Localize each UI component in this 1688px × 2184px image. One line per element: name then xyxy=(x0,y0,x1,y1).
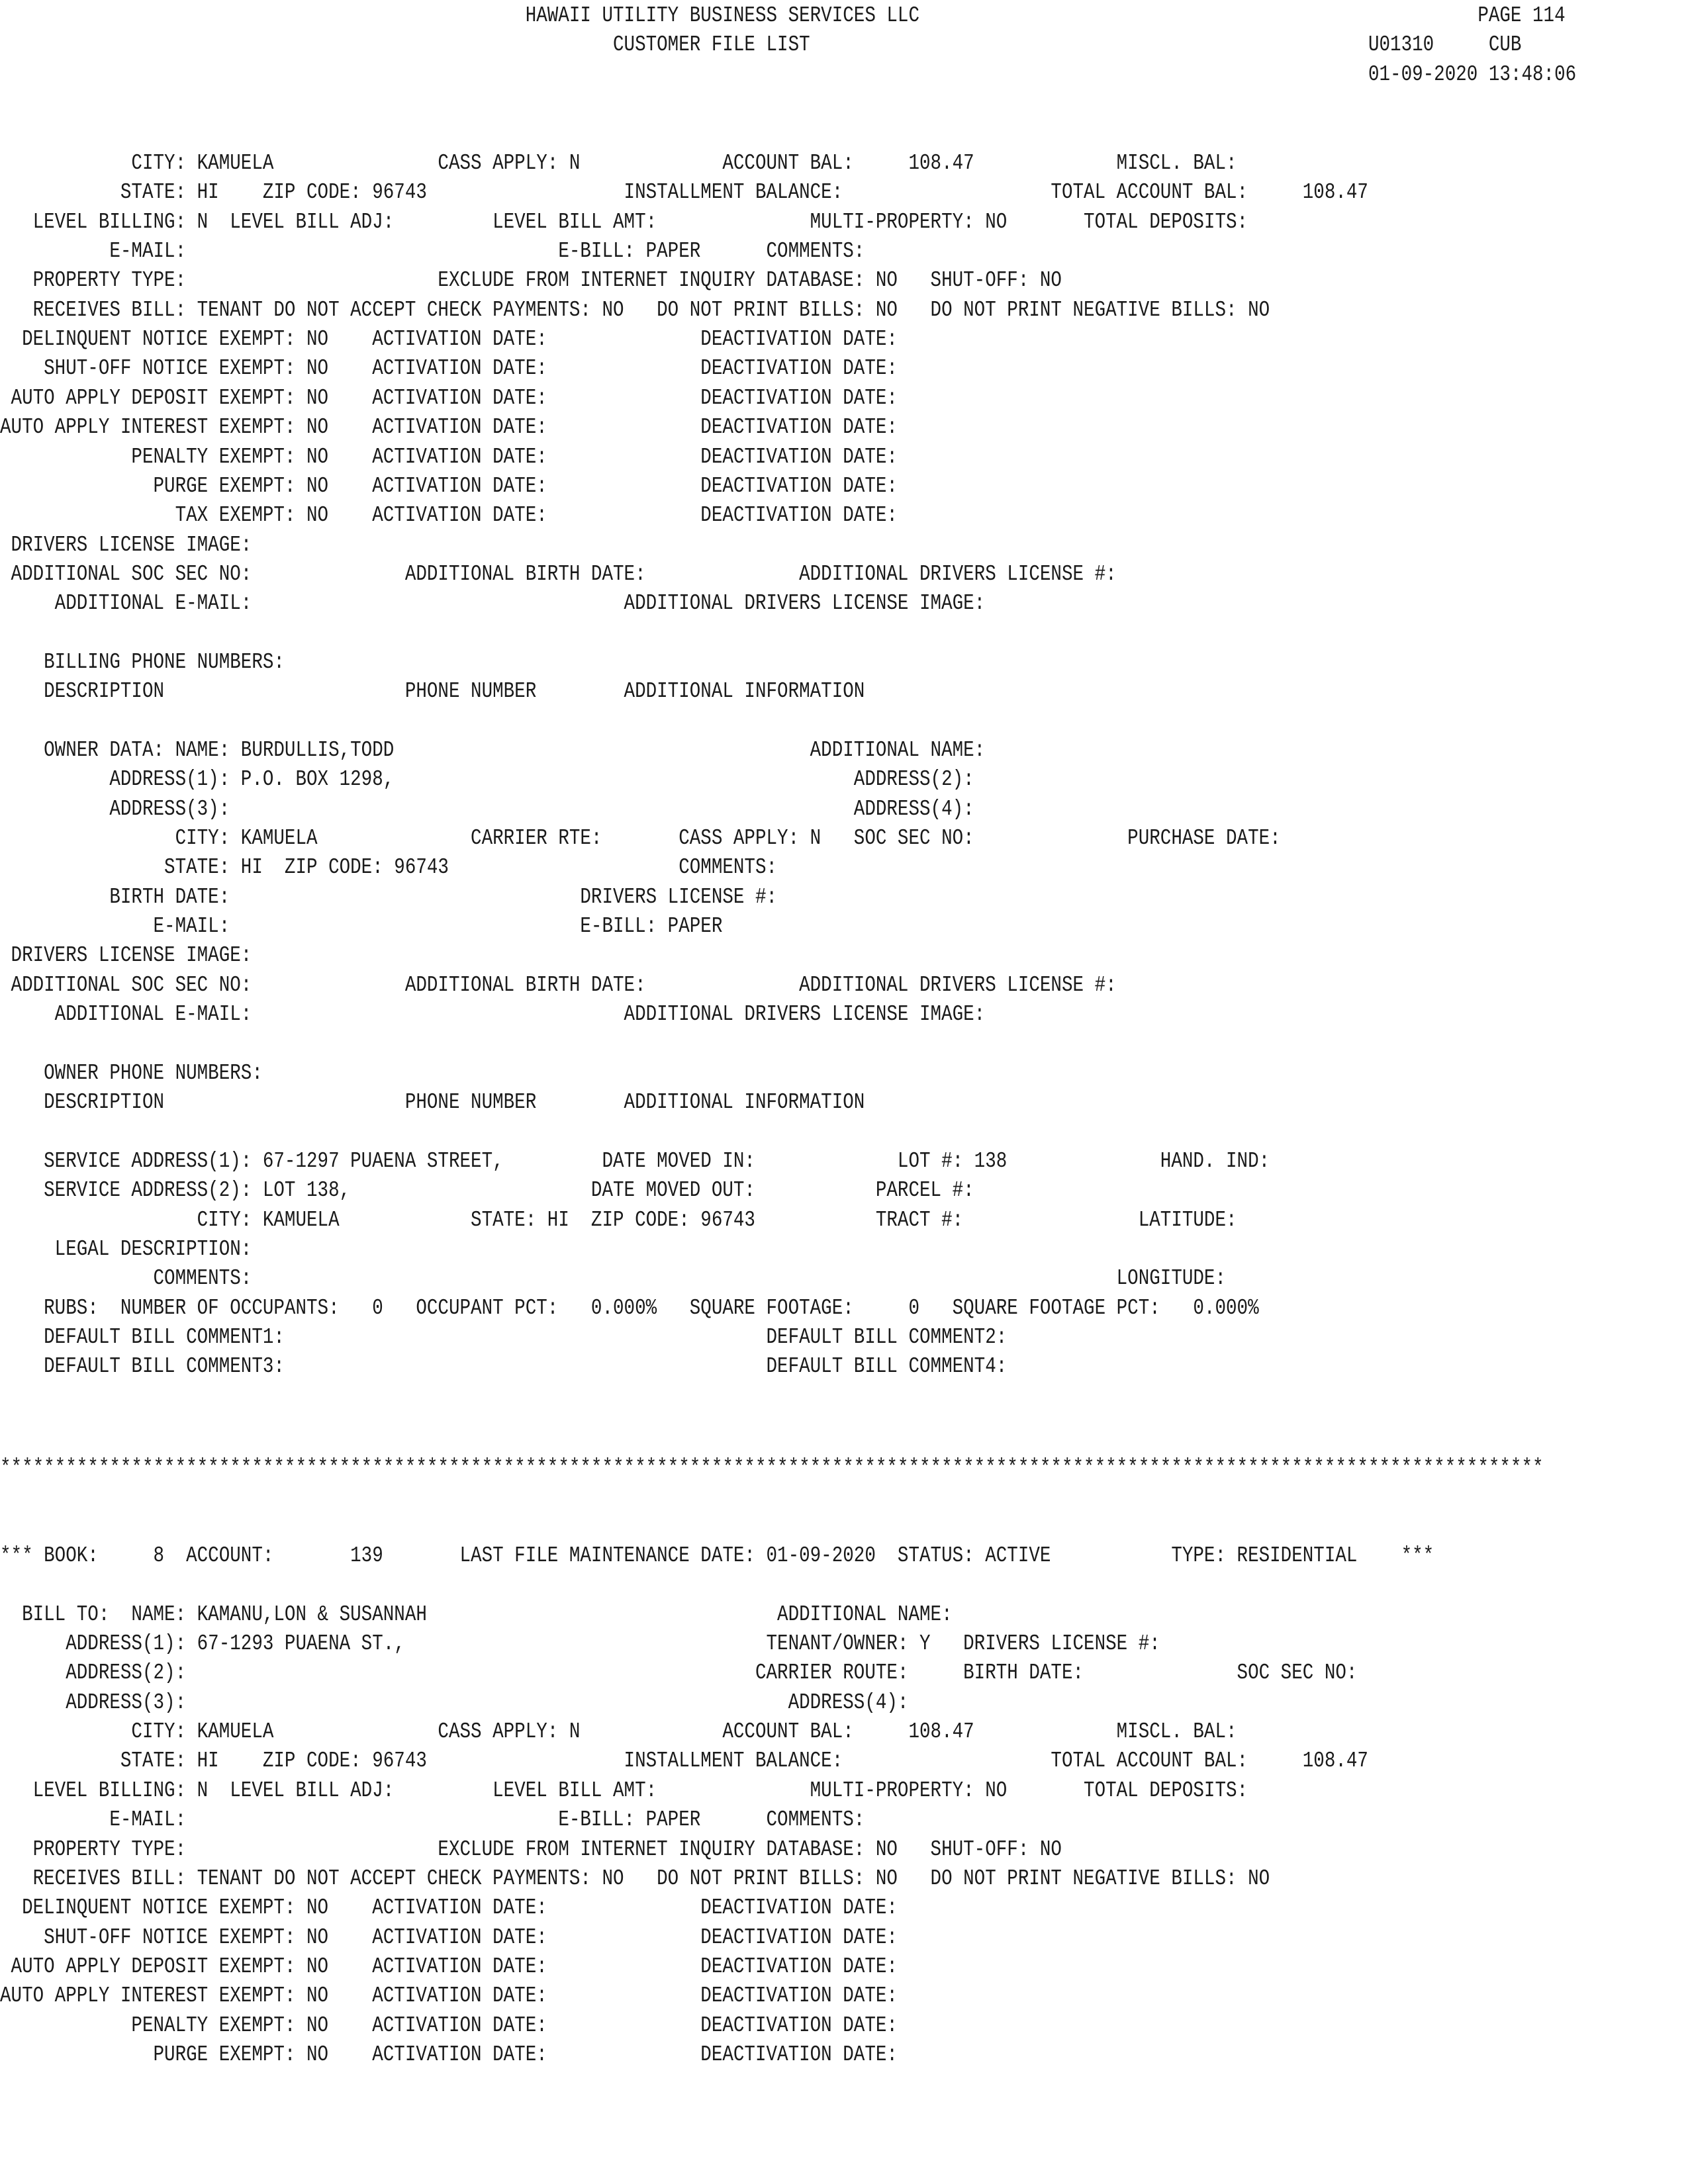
record-line: AUTO APPLY DEPOSIT EXEMPT: NO ACTIVATION DATE: DEACTIVATION DATE: xyxy=(0,385,898,410)
record-line: LEVEL BILLING: N LEVEL BILL ADJ: LEVEL BILL AMT: MULTI-PROPERTY: NO TOTAL DEPOSITS: xyxy=(0,1778,1248,1803)
record-line: STATE: HI ZIP CODE: 96743 INSTALLMENT BALANCE: TOTAL ACCOUNT BAL: 108.47 xyxy=(0,1749,1368,1774)
report-header-line: 01-09-2020 13:48:06 xyxy=(0,62,1577,87)
record-line: DELINQUENT NOTICE EXEMPT: NO ACTIVATION DATE: DEACTIVATION DATE: xyxy=(0,1895,898,1921)
record-line: BIRTH DATE: DRIVERS LICENSE #: xyxy=(0,884,778,909)
record-line: E-MAIL: E-BILL: PAPER xyxy=(0,914,723,939)
record-line: PURGE EXEMPT: NO ACTIVATION DATE: DEACTIVATION DATE: xyxy=(0,2042,898,2067)
record-line: E-MAIL: E-BILL: PAPER COMMENTS: xyxy=(0,1807,865,1833)
record-line: TAX EXEMPT: NO ACTIVATION DATE: DEACTIVATION DATE: xyxy=(0,503,898,528)
record-line: ADDRESS(1): P.O. BOX 1298, ADDRESS(2): xyxy=(0,767,974,792)
record-line: PROPERTY TYPE: EXCLUDE FROM INTERNET INQUIRY DATABASE: NO SHUT-OFF: NO xyxy=(0,268,1062,293)
record-line: CITY: KAMUELA STATE: HI ZIP CODE: 96743 TRACT #: LATITUDE: xyxy=(0,1207,1237,1232)
record-line: DESCRIPTION PHONE NUMBER ADDITIONAL INFORMATION xyxy=(0,1090,865,1115)
record-line: RUBS: NUMBER OF OCCUPANTS: 0 OCCUPANT PCT: 0.000% SQUARE FOOTAGE: 0 SQUARE FOOTAGE PCT: 0.000% xyxy=(0,1295,1259,1320)
record-line: AUTO APPLY DEPOSIT EXEMPT: NO ACTIVATION DATE: DEACTIVATION DATE: xyxy=(0,1954,898,1979)
record-line: PENALTY EXEMPT: NO ACTIVATION DATE: DEACTIVATION DATE: xyxy=(0,2013,898,2038)
record-line: ADDRESS(3): ADDRESS(4): xyxy=(0,1690,909,1715)
record-line: COMMENTS: LONGITUDE: xyxy=(0,1266,1227,1291)
record-separator: ********************************************************************************************************************************************* xyxy=(0,1455,1544,1480)
record-line: DRIVERS LICENSE IMAGE: xyxy=(0,943,252,968)
record-line: ADDITIONAL E-MAIL: ADDITIONAL DRIVERS LICENSE IMAGE: xyxy=(0,591,986,616)
record-line: RECEIVES BILL: TENANT DO NOT ACCEPT CHECK PAYMENTS: NO DO NOT PRINT BILLS: NO DO NOT PRINT NEGATIVE BILLS: NO xyxy=(0,297,1270,322)
record-line: SERVICE ADDRESS(2): LOT 138, DATE MOVED OUT: PARCEL #: xyxy=(0,1178,974,1203)
record-line: ADDITIONAL SOC SEC NO: ADDITIONAL BIRTH DATE: ADDITIONAL DRIVERS LICENSE #: xyxy=(0,561,1117,586)
record-line: OWNER PHONE NUMBERS: xyxy=(0,1060,263,1085)
report-header-line: HAWAII UTILITY BUSINESS SERVICES LLC PAGE 114 xyxy=(0,3,1566,28)
record-line: SERVICE ADDRESS(1): 67-1297 PUAENA STREET, DATE MOVED IN: LOT #: 138 HAND. IND: xyxy=(0,1148,1270,1173)
record-line: CITY: KAMUELA CASS APPLY: N ACCOUNT BAL: 108.47 MISCL. BAL: xyxy=(0,1719,1237,1745)
record-line: E-MAIL: E-BILL: PAPER COMMENTS: xyxy=(0,239,865,264)
record-line: OWNER DATA: NAME: BURDULLIS,TODD ADDITIONAL NAME: xyxy=(0,738,986,762)
record-line: *** BOOK: 8 ACCOUNT: 139 LAST FILE MAINTENANCE DATE: 01-09-2020 STATUS: ACTIVE TYPE: RESIDENTIAL *** xyxy=(0,1543,1434,1568)
record-line: ADDRESS(1): 67-1293 PUAENA ST., TENANT/OWNER: Y DRIVERS LICENSE #: xyxy=(0,1631,1160,1657)
record-line: RECEIVES BILL: TENANT DO NOT ACCEPT CHECK PAYMENTS: NO DO NOT PRINT BILLS: NO DO NOT PRINT NEGATIVE BILLS: NO xyxy=(0,1866,1270,1891)
record-line: ADDRESS(3): ADDRESS(4): xyxy=(0,796,974,821)
record-line: ADDITIONAL SOC SEC NO: ADDITIONAL BIRTH DATE: ADDITIONAL DRIVERS LICENSE #: xyxy=(0,972,1117,997)
record-line: BILLING PHONE NUMBERS: xyxy=(0,649,285,674)
record-line: STATE: HI ZIP CODE: 96743 COMMENTS: xyxy=(0,855,778,880)
record-line: ADDRESS(2): CARRIER ROUTE: BIRTH DATE: SOC SEC NO: xyxy=(0,1661,1358,1686)
record-line: DRIVERS LICENSE IMAGE: xyxy=(0,532,252,557)
record-line: PROPERTY TYPE: EXCLUDE FROM INTERNET INQUIRY DATABASE: NO SHUT-OFF: NO xyxy=(0,1837,1062,1862)
record-line: DEFAULT BILL COMMENT3: DEFAULT BILL COMMENT4: xyxy=(0,1354,1008,1379)
record-line: DELINQUENT NOTICE EXEMPT: NO ACTIVATION DATE: DEACTIVATION DATE: xyxy=(0,327,898,352)
record-line: LEVEL BILLING: N LEVEL BILL ADJ: LEVEL BILL AMT: MULTI-PROPERTY: NO TOTAL DEPOSITS: xyxy=(0,209,1248,234)
record-line: SHUT-OFF NOTICE EXEMPT: NO ACTIVATION DATE: DEACTIVATION DATE: xyxy=(0,356,898,381)
record-line: CITY: KAMUELA CARRIER RTE: CASS APPLY: N SOC SEC NO: PURCHASE DATE: xyxy=(0,826,1281,851)
record-line: SHUT-OFF NOTICE EXEMPT: NO ACTIVATION DATE: DEACTIVATION DATE: xyxy=(0,1925,898,1950)
record-line: DEFAULT BILL COMMENT1: DEFAULT BILL COMMENT2: xyxy=(0,1325,1008,1349)
report-header-line: CUSTOMER FILE LIST U01310 CUB xyxy=(0,32,1522,58)
record-line: DESCRIPTION PHONE NUMBER ADDITIONAL INFORMATION xyxy=(0,679,865,704)
record-line: PURGE EXEMPT: NO ACTIVATION DATE: DEACTIVATION DATE: xyxy=(0,473,898,498)
record-line: LEGAL DESCRIPTION: xyxy=(0,1236,252,1261)
record-line: AUTO APPLY INTEREST EXEMPT: NO ACTIVATION DATE: DEACTIVATION DATE: xyxy=(0,1983,898,2009)
record-line: CITY: KAMUELA CASS APPLY: N ACCOUNT BAL: 108.47 MISCL. BAL: xyxy=(0,151,1237,175)
record-line: STATE: HI ZIP CODE: 96743 INSTALLMENT BALANCE: TOTAL ACCOUNT BAL: 108.47 xyxy=(0,180,1368,205)
record-line: PENALTY EXEMPT: NO ACTIVATION DATE: DEACTIVATION DATE: xyxy=(0,444,898,469)
record-line: AUTO APPLY INTEREST EXEMPT: NO ACTIVATION DATE: DEACTIVATION DATE: xyxy=(0,415,898,440)
record-line: ADDITIONAL E-MAIL: ADDITIONAL DRIVERS LICENSE IMAGE: xyxy=(0,1002,986,1027)
record-line: BILL TO: NAME: KAMANU,LON & SUSANNAH ADDITIONAL NAME: xyxy=(0,1602,953,1627)
